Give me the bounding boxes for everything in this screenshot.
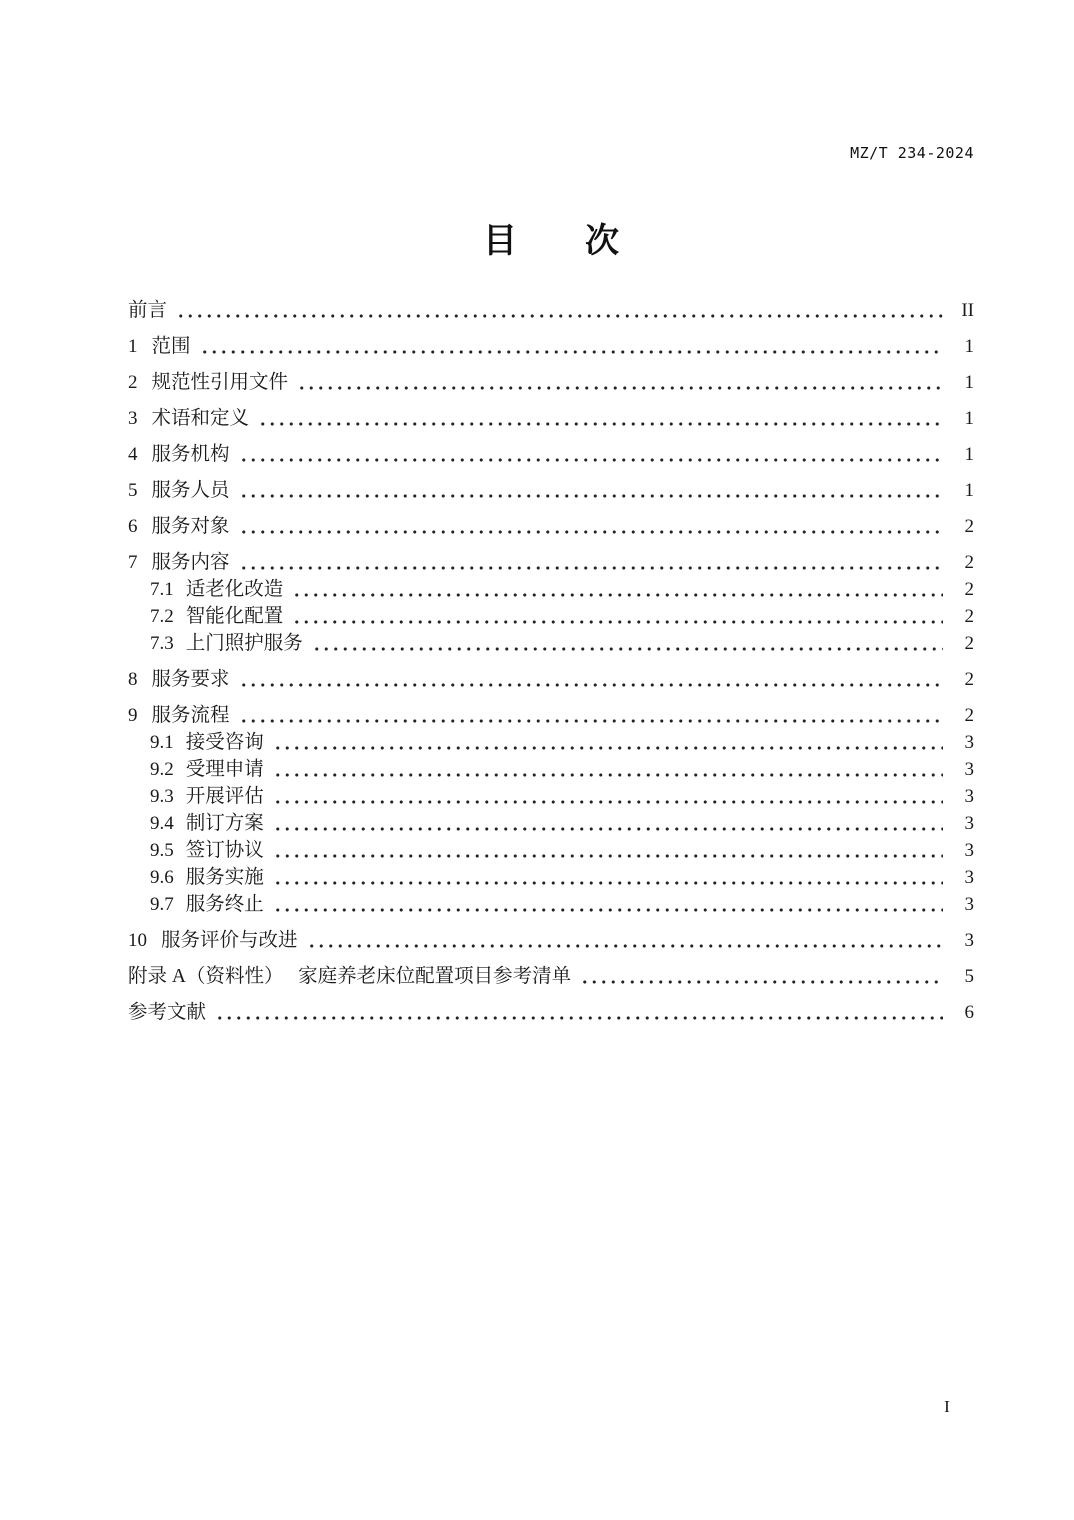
toc-entry-label: 参考文献 xyxy=(128,1002,207,1023)
toc-entry-number: 9.1 xyxy=(150,732,174,753)
dot-leader xyxy=(312,630,943,657)
dot-leader xyxy=(239,513,943,540)
toc-entry-label: 前言 xyxy=(128,300,168,321)
toc-entry xyxy=(128,333,974,360)
dot-leader xyxy=(239,477,943,504)
toc-entry-number: 7.1 xyxy=(150,579,174,600)
toc-entry-page: 1 xyxy=(964,372,974,393)
toc-entry-label: 术语和定义 xyxy=(151,408,250,429)
toc-entry-number: 5 xyxy=(128,480,138,501)
toc-entry-number: 9.5 xyxy=(150,840,174,861)
dot-leader xyxy=(273,756,943,783)
toc-entry xyxy=(128,405,974,432)
toc-entry-number: 8 xyxy=(128,669,138,690)
toc-entry xyxy=(128,783,974,810)
toc-entry-page: 5 xyxy=(964,966,974,987)
toc-entry-page: 2 xyxy=(964,552,974,573)
toc-entry-label: 接受咨询 xyxy=(185,732,264,753)
toc-entry-number: 4 xyxy=(128,444,138,465)
toc-entry xyxy=(128,729,974,756)
page-title: 目 次 xyxy=(483,222,619,260)
toc-entry xyxy=(128,441,974,468)
dot-leader xyxy=(273,810,943,837)
toc-entry xyxy=(128,477,974,504)
toc-entry-label: 服务人员 xyxy=(151,480,230,501)
toc-entry-label: 服务评价与改进 xyxy=(161,930,298,951)
dot-leader xyxy=(176,297,943,324)
dot-leader xyxy=(239,666,943,693)
toc-entry-label: 服务流程 xyxy=(151,705,230,726)
toc-entry-page: 3 xyxy=(964,759,974,780)
toc-entry-number: 1 xyxy=(128,336,138,357)
toc-entry xyxy=(128,963,974,990)
dot-leader xyxy=(215,999,943,1026)
toc-entry-page: 1 xyxy=(964,336,974,357)
toc-entry xyxy=(128,297,974,324)
toc-entry xyxy=(128,369,974,396)
toc-entry-label: 适老化改造 xyxy=(185,579,284,600)
toc-list xyxy=(128,288,974,1026)
dot-leader xyxy=(239,702,943,729)
toc-entry-page: 2 xyxy=(964,705,974,726)
toc-entry-label: 制订方案 xyxy=(185,813,264,834)
toc-entry-label: 智能化配置 xyxy=(185,606,284,627)
dot-leader xyxy=(292,576,943,603)
toc-entry xyxy=(128,666,974,693)
toc-entry-page: 1 xyxy=(964,480,974,501)
toc-entry-page: 3 xyxy=(964,867,974,888)
toc-entry-page: 3 xyxy=(964,786,974,807)
toc-entry-number: 7.3 xyxy=(150,633,174,654)
toc-entry-number: 2 xyxy=(128,372,138,393)
dot-leader xyxy=(297,369,943,396)
toc-entry-label: 服务要求 xyxy=(151,669,230,690)
toc-entry-label: 上门照护服务 xyxy=(185,633,303,654)
toc-entry xyxy=(128,630,974,657)
toc-entry-label: 服务终止 xyxy=(185,894,264,915)
toc-entry-label: 范围 xyxy=(151,336,191,357)
toc-entry xyxy=(128,513,974,540)
toc-entry xyxy=(128,927,974,954)
toc-entry-page: 3 xyxy=(964,732,974,753)
toc-entry-page: 2 xyxy=(964,633,974,654)
toc-entry-number: 9.2 xyxy=(150,759,174,780)
toc-entry xyxy=(128,603,974,630)
toc-entry-label: 附录 A（资料性） 家庭养老床位配置项目参考清单 xyxy=(128,966,572,987)
toc-entry xyxy=(128,864,974,891)
dot-leader xyxy=(307,927,943,954)
dot-leader xyxy=(273,837,943,864)
toc-entry-number: 7 xyxy=(128,552,138,573)
dot-leader xyxy=(580,963,943,990)
toc-entry-page: 1 xyxy=(964,408,974,429)
dot-leader xyxy=(200,333,943,360)
toc-entry-page: 2 xyxy=(964,516,974,537)
toc-entry-number: 7.2 xyxy=(150,606,174,627)
toc-entry-number: 9.3 xyxy=(150,786,174,807)
toc-entry-number: 10 xyxy=(128,930,147,951)
dot-leader xyxy=(239,441,943,468)
toc-entry-label: 开展评估 xyxy=(185,786,264,807)
toc-entry-label: 签订协议 xyxy=(185,840,264,861)
toc-entry-number: 6 xyxy=(128,516,138,537)
toc-entry-label: 服务对象 xyxy=(151,516,230,537)
toc-entry-number: 9.7 xyxy=(150,894,174,915)
toc-entry-page: 3 xyxy=(964,840,974,861)
toc-entry-number: 9.4 xyxy=(150,813,174,834)
dot-leader xyxy=(273,891,943,918)
toc-entry-page: 3 xyxy=(964,894,974,915)
dot-leader xyxy=(258,405,943,432)
dot-leader xyxy=(273,864,943,891)
toc-entry-page: 2 xyxy=(964,579,974,600)
toc-entry-page: 3 xyxy=(964,813,974,834)
dot-leader xyxy=(273,729,943,756)
toc-entry-page: 2 xyxy=(964,669,974,690)
toc-entry-page: 1 xyxy=(964,444,974,465)
toc-entry xyxy=(128,702,974,729)
toc-entry-number: 9.6 xyxy=(150,867,174,888)
dot-leader xyxy=(239,549,943,576)
dot-leader xyxy=(273,783,943,810)
toc-entry xyxy=(128,891,974,918)
footer-page-number: I xyxy=(944,1397,950,1416)
toc-entry-page: 2 xyxy=(964,606,974,627)
toc-entry-page: 6 xyxy=(964,1002,974,1023)
toc-entry xyxy=(128,999,974,1026)
toc-entry-number: 9 xyxy=(128,705,138,726)
toc-entry xyxy=(128,756,974,783)
dot-leader xyxy=(292,603,943,630)
toc-entry xyxy=(128,549,974,576)
toc-entry-number: 3 xyxy=(128,408,138,429)
standard-number: MZ/T 234-2024 xyxy=(850,144,974,162)
toc-entry-label: 规范性引用文件 xyxy=(151,372,289,393)
toc-entry xyxy=(128,576,974,603)
toc-entry-label: 受理申请 xyxy=(185,759,264,780)
toc-entry-label: 服务机构 xyxy=(151,444,230,465)
toc-entry xyxy=(128,837,974,864)
toc-entry-label: 服务实施 xyxy=(185,867,264,888)
toc-entry-label: 服务内容 xyxy=(151,552,230,573)
toc-entry-page: 3 xyxy=(964,930,974,951)
toc-entry xyxy=(128,810,974,837)
toc-entry-page: II xyxy=(961,300,974,321)
